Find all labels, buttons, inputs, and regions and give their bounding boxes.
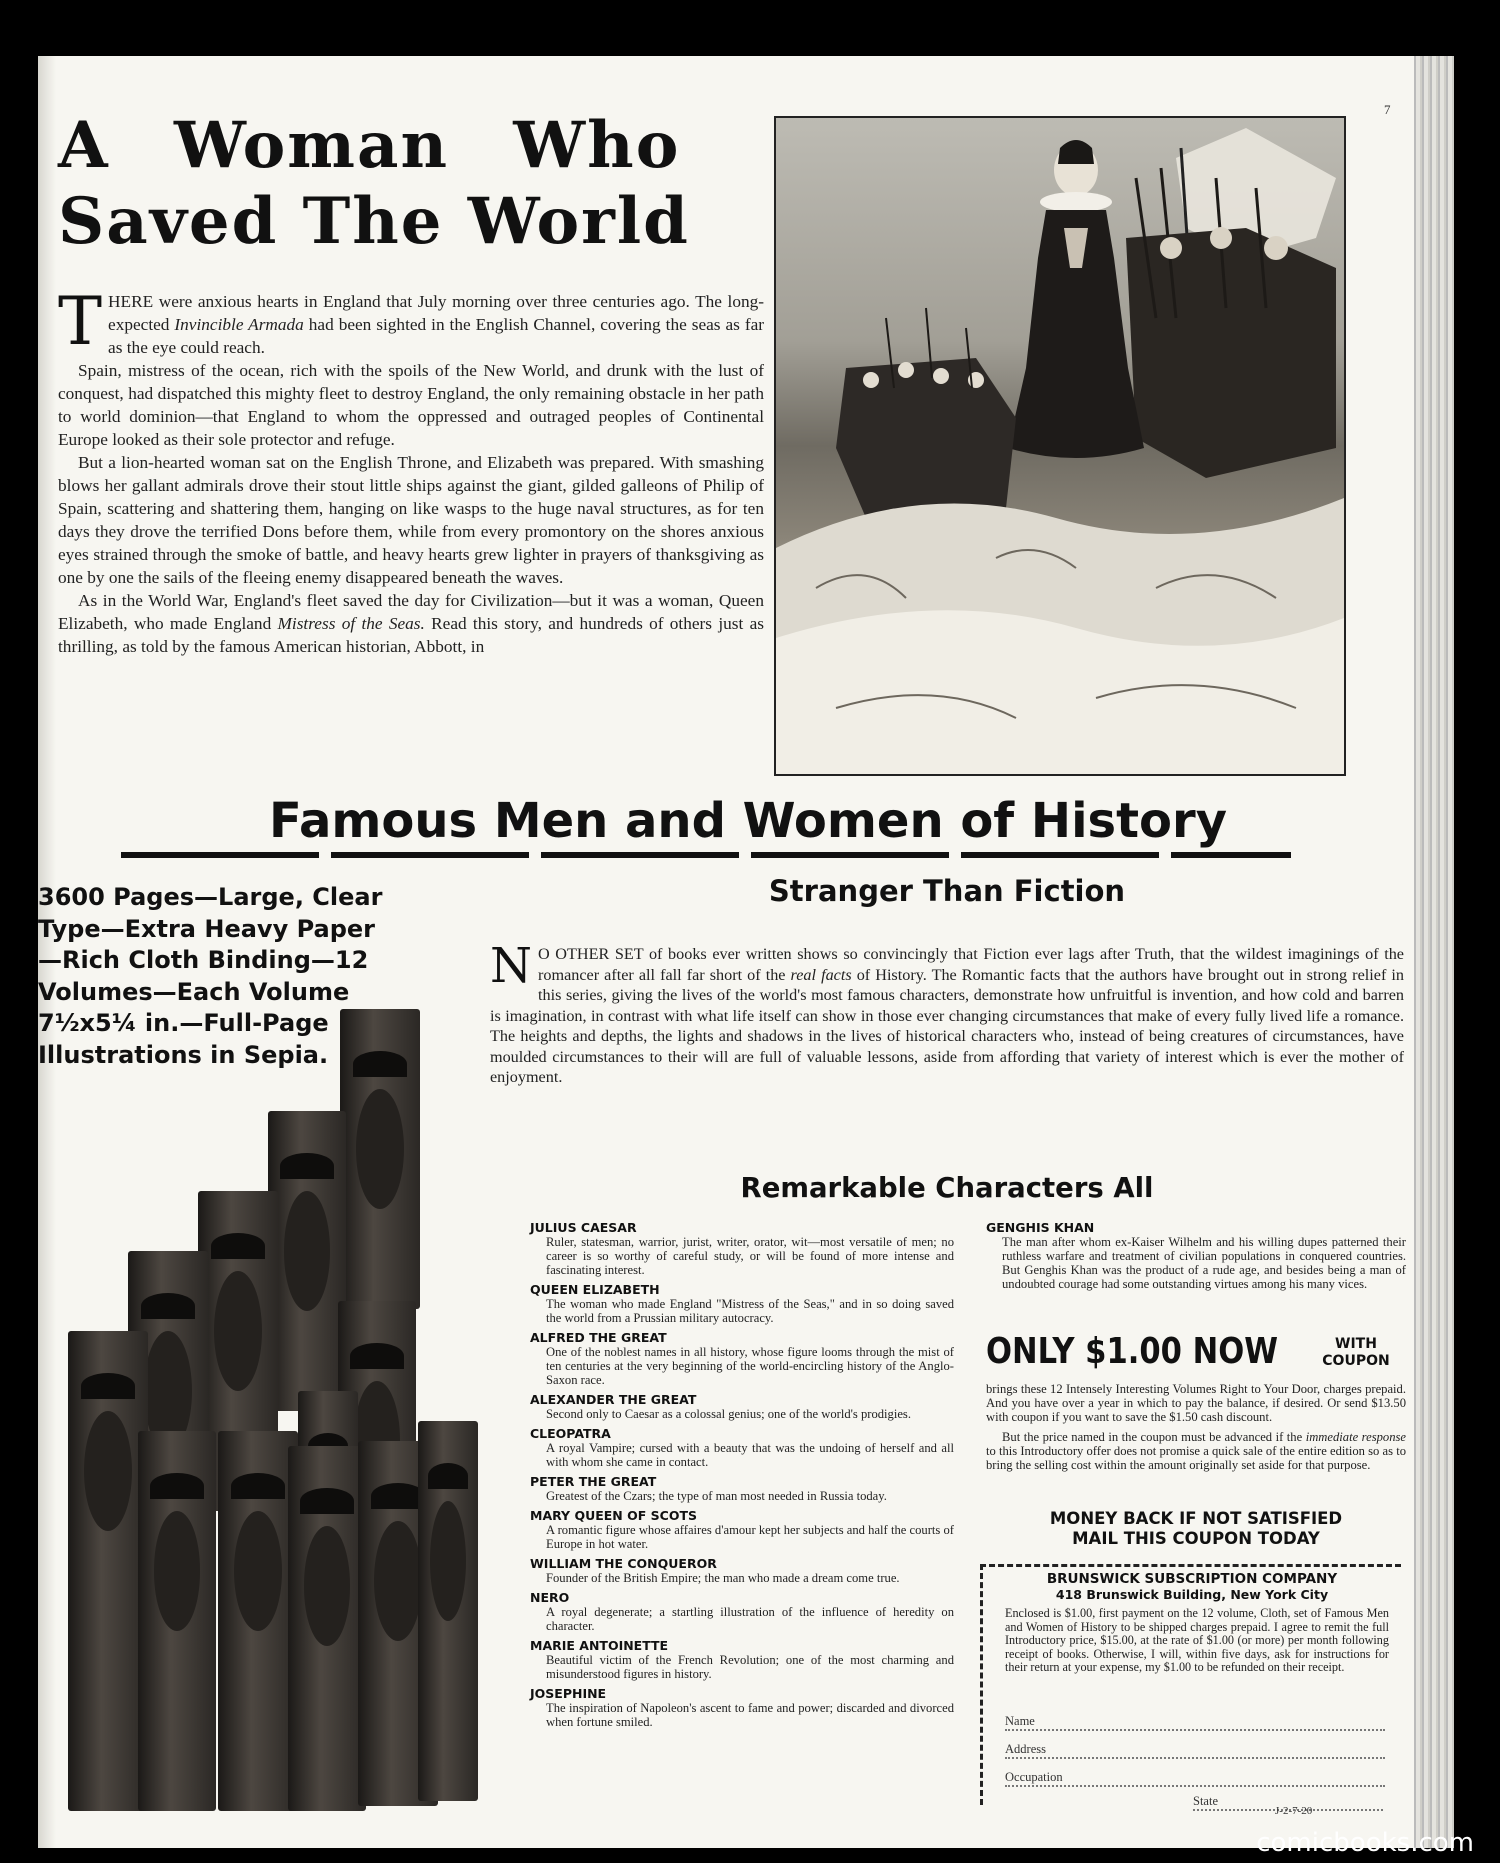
occupation-field[interactable]: Occupation (1005, 1769, 1385, 1787)
address-field[interactable]: Address (1005, 1741, 1385, 1759)
illustration-drawing (776, 118, 1344, 774)
list-item: ALEXANDER THE GREAT Second only to Caesar as a colossal genius; one of the world's prodigies. (530, 1392, 911, 1421)
title-underline (121, 852, 1291, 858)
story-paragraph-1: THERE were anxious hearts in England that July morning over three centuries ago. The long-expected Invincible Armada had been sighted in the English Channel, covering the seas as far as the eye could reach. (58, 283, 764, 360)
list-item: WILLIAM THE CONQUEROR Founder of the British Empire; the man who made a dream come true. (530, 1556, 900, 1585)
coupon-company: BRUNSWICK SUBSCRIPTION COMPANY (1046, 1571, 1338, 1587)
page-stack-edge (1414, 56, 1454, 1848)
headline-line-2: Saved The World (58, 184, 690, 259)
list-item: CLEOPATRA A royal Vampire; cursed with a beauty that was the undoing of herself and all with whom she came in contact. (530, 1426, 954, 1469)
with-coupon-note: WITH COUPON (1322, 1336, 1390, 1369)
book-volume (340, 1009, 420, 1309)
book-specs: 3600 Pages—Large, Clear Type—Extra Heavy Paper—Rich Cloth Binding—12 Volumes—Each Volume 7½x5¼ in.—Full-Page Illustrations in Sepia. (38, 883, 383, 1069)
list-item: PETER THE GREAT Greatest of the Czars; the type of man most needed in Russia today. (530, 1474, 887, 1503)
headline (58, 108, 804, 260)
watermark: comicbooks.com (1256, 1828, 1474, 1858)
state-field[interactable]: State (1193, 1793, 1383, 1811)
illustration-queen-elizabeth (774, 116, 1346, 776)
story-paragraph-2: Spain, mistress of the ocean, rich with the spoils of the New World, and drunk with the lust of conquest, had dispatched this mighty fleet to destroy England, the only remaining obstacle in her path to world dominion—that England to whom the oppressed and outraged peoples of Continental Europe looked as their sole protector and refuge. (58, 361, 764, 449)
book-volume (418, 1421, 478, 1801)
money-back-notice: MONEY BACK IF NOT SATISFIED MAIL THIS COUPON TODAY (1049, 1509, 1343, 1548)
drop-cap: N (490, 938, 532, 994)
story-paragraph-4: As in the World War, England's fleet saved the day for Civilization—but it was a woman, Queen Elizabeth, who made England Mistress of the Seas. Read this story, and hundreds of others just as thrilling, as told by the famous American historian, Abbott, in (58, 591, 764, 656)
coupon-text: Enclosed is $1.00, first payment on the 12 volume, Cloth, set of Famous Men and Women of History to be shipped charges prepaid. I agree to remit the full Introductory price, $15.00, at the rate of $1.00 (or more) per month following receipt of books. Otherwise, I will, within five days, ask for instructions for their return at your expense, my $1.00 to be refunded on their receipt. (1005, 1606, 1389, 1674)
list-item: MARIE ANTOINETTE Beautiful victim of the French Revolution; one of the most charming and misunderstood figures in history. (530, 1638, 954, 1681)
offer-text: brings these 12 Intensely Interesting Volumes Right to Your Door, charges prepaid. And you have over a year in which to pay the balance, if desired. Or send $13.50 with coupon if you want to save the $1.50 cash discount. But the price named in the coupon must be advanced if the immediate response to this Introductory offer does not promise a quick sale of the entire edition so as to bring the selling cost within the amount originally set aside for that purpose. (986, 1382, 1406, 1472)
book-volume (68, 1331, 148, 1811)
story-text (58, 283, 764, 658)
characters-heading: Remarkable Characters All (740, 1172, 1154, 1204)
coupon-code: J-2-7-20 (1275, 1805, 1313, 1817)
price-offer (986, 1332, 1406, 1372)
list-item: QUEEN ELIZABETH The woman who made England "Mistress of the Seas," and in so doing saved the world from a Prussian military autocracy. (530, 1282, 954, 1325)
coupon-address: 418 Brunswick Building, New York City (1055, 1587, 1329, 1602)
series-title: Famous Men and Women of History (269, 793, 1227, 849)
magazine-page (38, 56, 1454, 1848)
page-number: 7 (1384, 102, 1391, 117)
list-item: NERO A royal degenerate; a startling illustration of the influence of heredity on character. (530, 1590, 954, 1633)
character-list (530, 1220, 954, 1734)
drop-cap: T (58, 283, 103, 360)
list-item: MARY QUEEN OF SCOTS A romantic figure whose affaires d'amour kept her subjects and half the courts of Europe in hot water. (530, 1508, 954, 1551)
book-set-illustration (38, 921, 494, 1821)
list-item: JULIUS CAESAR Ruler, statesman, warrior, jurist, writer, orator, wit—most versatile of men; no career is so worthy of careful study, or will be found of more intense and fascinating interest. (530, 1220, 954, 1277)
book-volume (218, 1431, 298, 1811)
character-genghis-khan: GENGHIS KHAN The man after whom ex-Kaiser Wilhelm and his willing dupes patterned their ruthless warfare and treatment of civilian populations in conquered countries. But Genghis Khan was the product of a rude age, and besides being a man of undoubted courage had some outstanding virtues among his many vices. (986, 1220, 1406, 1291)
list-item: ALFRED THE GREAT One of the noblest names in all history, whose figure looms through the mist of ten centuries at the very beginning of the world-encircling history of the Anglo-Saxon race. (530, 1330, 954, 1387)
book-volume (288, 1446, 366, 1811)
price-headline: ONLY $1.00 NOW (986, 1331, 1278, 1372)
list-item: JOSEPHINE The inspiration of Napoleon's ascent to fame and power; discarded and divorced when fortune smiled. (530, 1686, 954, 1729)
story-paragraph-3: But a lion-hearted woman sat on the English Throne, and Elizabeth was prepared. With smashing blows her gallant admirals drove their stout little ships against the giant, gilded galleons of Philip of Spain, scattering and shattering them, hanging on like wasps to the huge naval structures, as for ten days they drove the terrified Dons before them, while from every promontory on the shores anxious eyes strained through the smoke of battle, and heavy hearts grew lighter in prayers of thanksgiving as one by one the sails of the fleeing enemy disappeared beneath the waves. (58, 453, 764, 587)
book-volume (268, 1111, 346, 1411)
book-volume (138, 1431, 216, 1811)
headline-line-1: A Woman Who (58, 108, 681, 183)
order-coupon[interactable] (980, 1564, 1401, 1817)
fiction-heading: Stranger Than Fiction (768, 874, 1126, 908)
name-field[interactable]: Name (1005, 1713, 1385, 1731)
fiction-text: N O OTHER SET of books ever written shows so convincingly that Fiction ever lags after Truth, that the wildest imaginings of the romancer after all fall far short of the real facts of History. The Romantic facts that the authors have brought out in strong relief in this series, giving the lives of the world's most famous characters, demonstrate how unfruitful is invention, and how cold and barren is imagination, in contrast with what life itself can show in those ever changing circumstances that make of every fully lived life a romance. The heights and depths, the lights and shadows in the lives of historical characters who, instead of being creatures of circumstances, have moulded circumstances to their will are full of valuable lessons, aside from affording that variety of interest which is ever the mother of enjoyment. (490, 938, 1404, 1086)
